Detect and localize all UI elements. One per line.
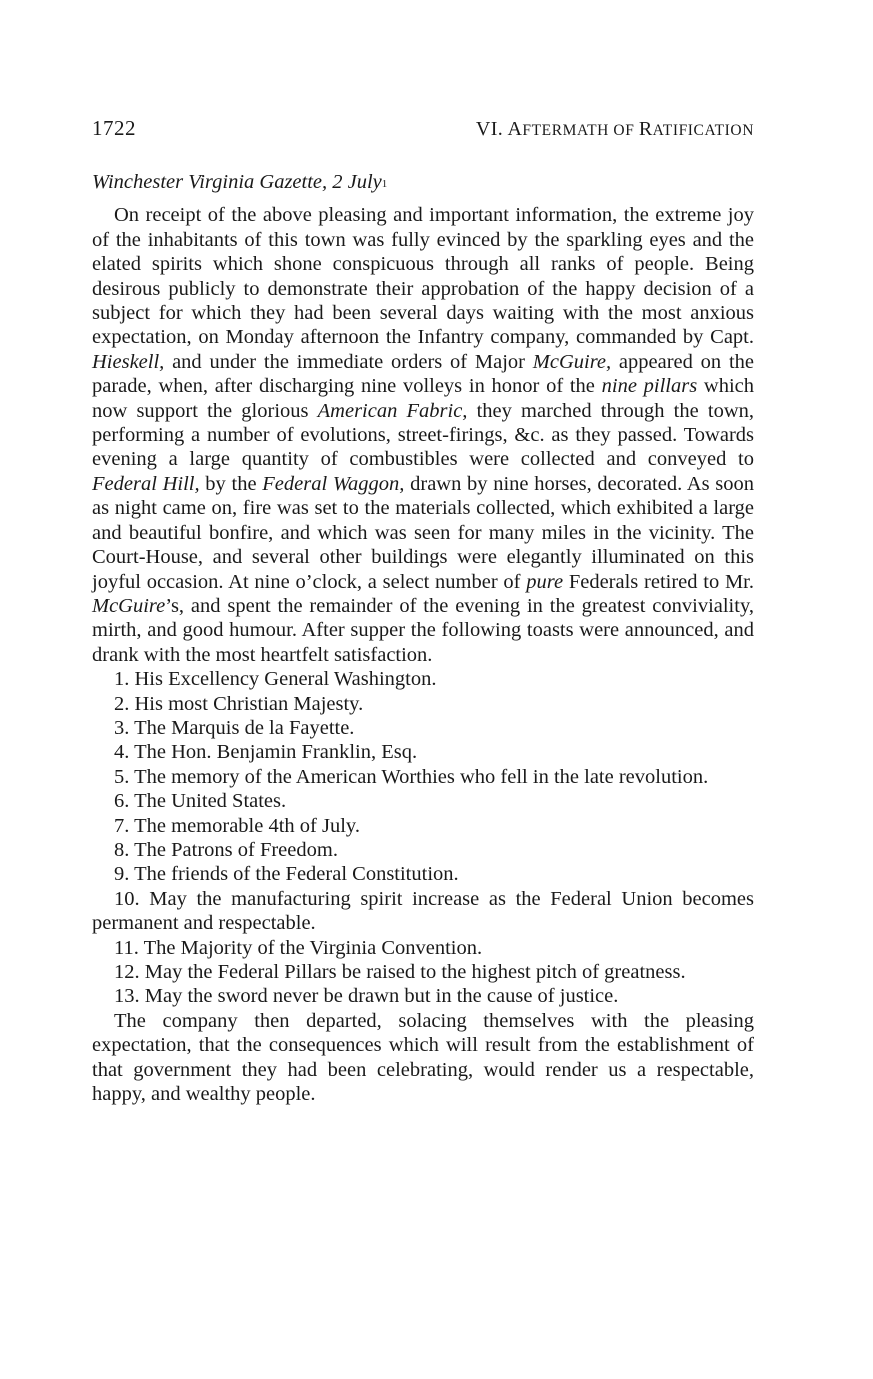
toast-item: 12. May the Federal Pillars be raised to the highest pitch of greatness. bbox=[114, 961, 686, 983]
section-title-roman: VI. bbox=[475, 118, 508, 140]
page-number: 1722 bbox=[92, 116, 136, 140]
toast-item: 5. The memory of the American Worthies who fell in the late revolution. bbox=[114, 765, 709, 788]
document-page bbox=[92, 118, 754, 1106]
toast-item: 10. May the manufacturing spirit increase as the Federal Union becomes permanent and respectable. bbox=[92, 887, 754, 935]
italic-phrase: Federal Waggon, bbox=[262, 472, 405, 495]
toast-item: 13. May the sword never be drawn but in the cause of justice. bbox=[114, 985, 619, 1008]
italic-phrase: nine pillars bbox=[601, 375, 698, 398]
italic-name: McGuire, bbox=[532, 350, 612, 373]
toast-item: 4. The Hon. Benjamin Franklin, Esq. bbox=[114, 741, 418, 764]
intro-paragraph bbox=[92, 203, 754, 667]
closing-paragraph: The company then departed, solacing themselves with the pleasing expectation, that the consequences which will result from the establishment of that government they had been celebrating, would render us a respectable, happy, and wealthy people. bbox=[92, 1009, 754, 1106]
toast-item: 1. His Excellency General Washington. bbox=[114, 668, 437, 691]
section-title-initial-2: R bbox=[638, 118, 653, 140]
text-run: Federals retired to Mr. bbox=[563, 570, 754, 593]
section-title-smallcaps: FTERMATH OF bbox=[522, 122, 639, 139]
toast-item: 11. The Majority of the Virginia Convention. bbox=[114, 936, 483, 959]
italic-name: McGuire bbox=[92, 594, 166, 617]
section-title-smallcaps-2: ATIFICATION bbox=[652, 122, 754, 139]
italic-name: Hieskell, bbox=[92, 350, 165, 373]
section-title-initial: A bbox=[507, 118, 523, 140]
italic-phrase: American Fabric, bbox=[317, 399, 468, 422]
text-run: which now support the glorious bbox=[92, 375, 754, 422]
text-run: appeared on the parade, when, after discharging nine volleys in honor of the bbox=[92, 350, 754, 398]
text-run: and under the immediate orders of Major bbox=[164, 350, 533, 373]
source-heading bbox=[92, 170, 754, 194]
toast-item: 2. His most Christian Majesty. bbox=[114, 692, 364, 715]
text-run: ’s, and spent the remainder of the evening in the greatest conviviality, mirth, and good humour. After supper the following toasts were announced, and drank with the most heartfelt satisfaction. bbox=[92, 594, 754, 666]
italic-word: pure bbox=[526, 570, 564, 593]
toast-item: 8. The Patrons of Freedom. bbox=[114, 838, 338, 861]
toast-item: 9. The friends of the Federal Constitution. bbox=[114, 863, 459, 886]
text-run: they marched through the town, performing a number of evolutions, street-firings, &c. as they passed. Towards evening a large quantity of combustibles were collected and conveyed to bbox=[92, 399, 755, 471]
section-title bbox=[476, 119, 754, 139]
toast-item: 7. The memorable 4th of July. bbox=[114, 814, 360, 837]
text-run: drawn by nine horses, decorated. As soon as night came on, fire was set to the materials collected, which exhibited a large and beautiful bonfire, and which was seen for many miles in the vicinity. The Court-House, and several other buildings were elegantly illuminated on this joyful occasion. At nine o’clock, a select number of bbox=[92, 472, 755, 593]
article-body bbox=[92, 203, 754, 1106]
toast-item: 6. The United States. bbox=[114, 790, 287, 813]
toast-item: 3. The Marquis de la Fayette. bbox=[114, 716, 355, 739]
text-run: On receipt of the above pleasing and important information, the extreme joy of the inhabitants of this town was fully evinced by the sparkling eyes and the elated spirits which shone conspicuous through all ranks of people. Being desirous publicly to demonstrate their approbation of the happy decision of a subject for which they had been several days waiting with the most anxious expectation, on Monday afternoon the Infantry company, commanded by Capt. bbox=[92, 204, 754, 349]
text-run: by the bbox=[199, 472, 263, 495]
source-title: Winchester Virginia Gazette, 2 July bbox=[92, 171, 382, 193]
running-head bbox=[92, 118, 754, 148]
italic-place: Federal Hill, bbox=[92, 472, 200, 495]
footnote-marker: 1 bbox=[381, 178, 388, 190]
